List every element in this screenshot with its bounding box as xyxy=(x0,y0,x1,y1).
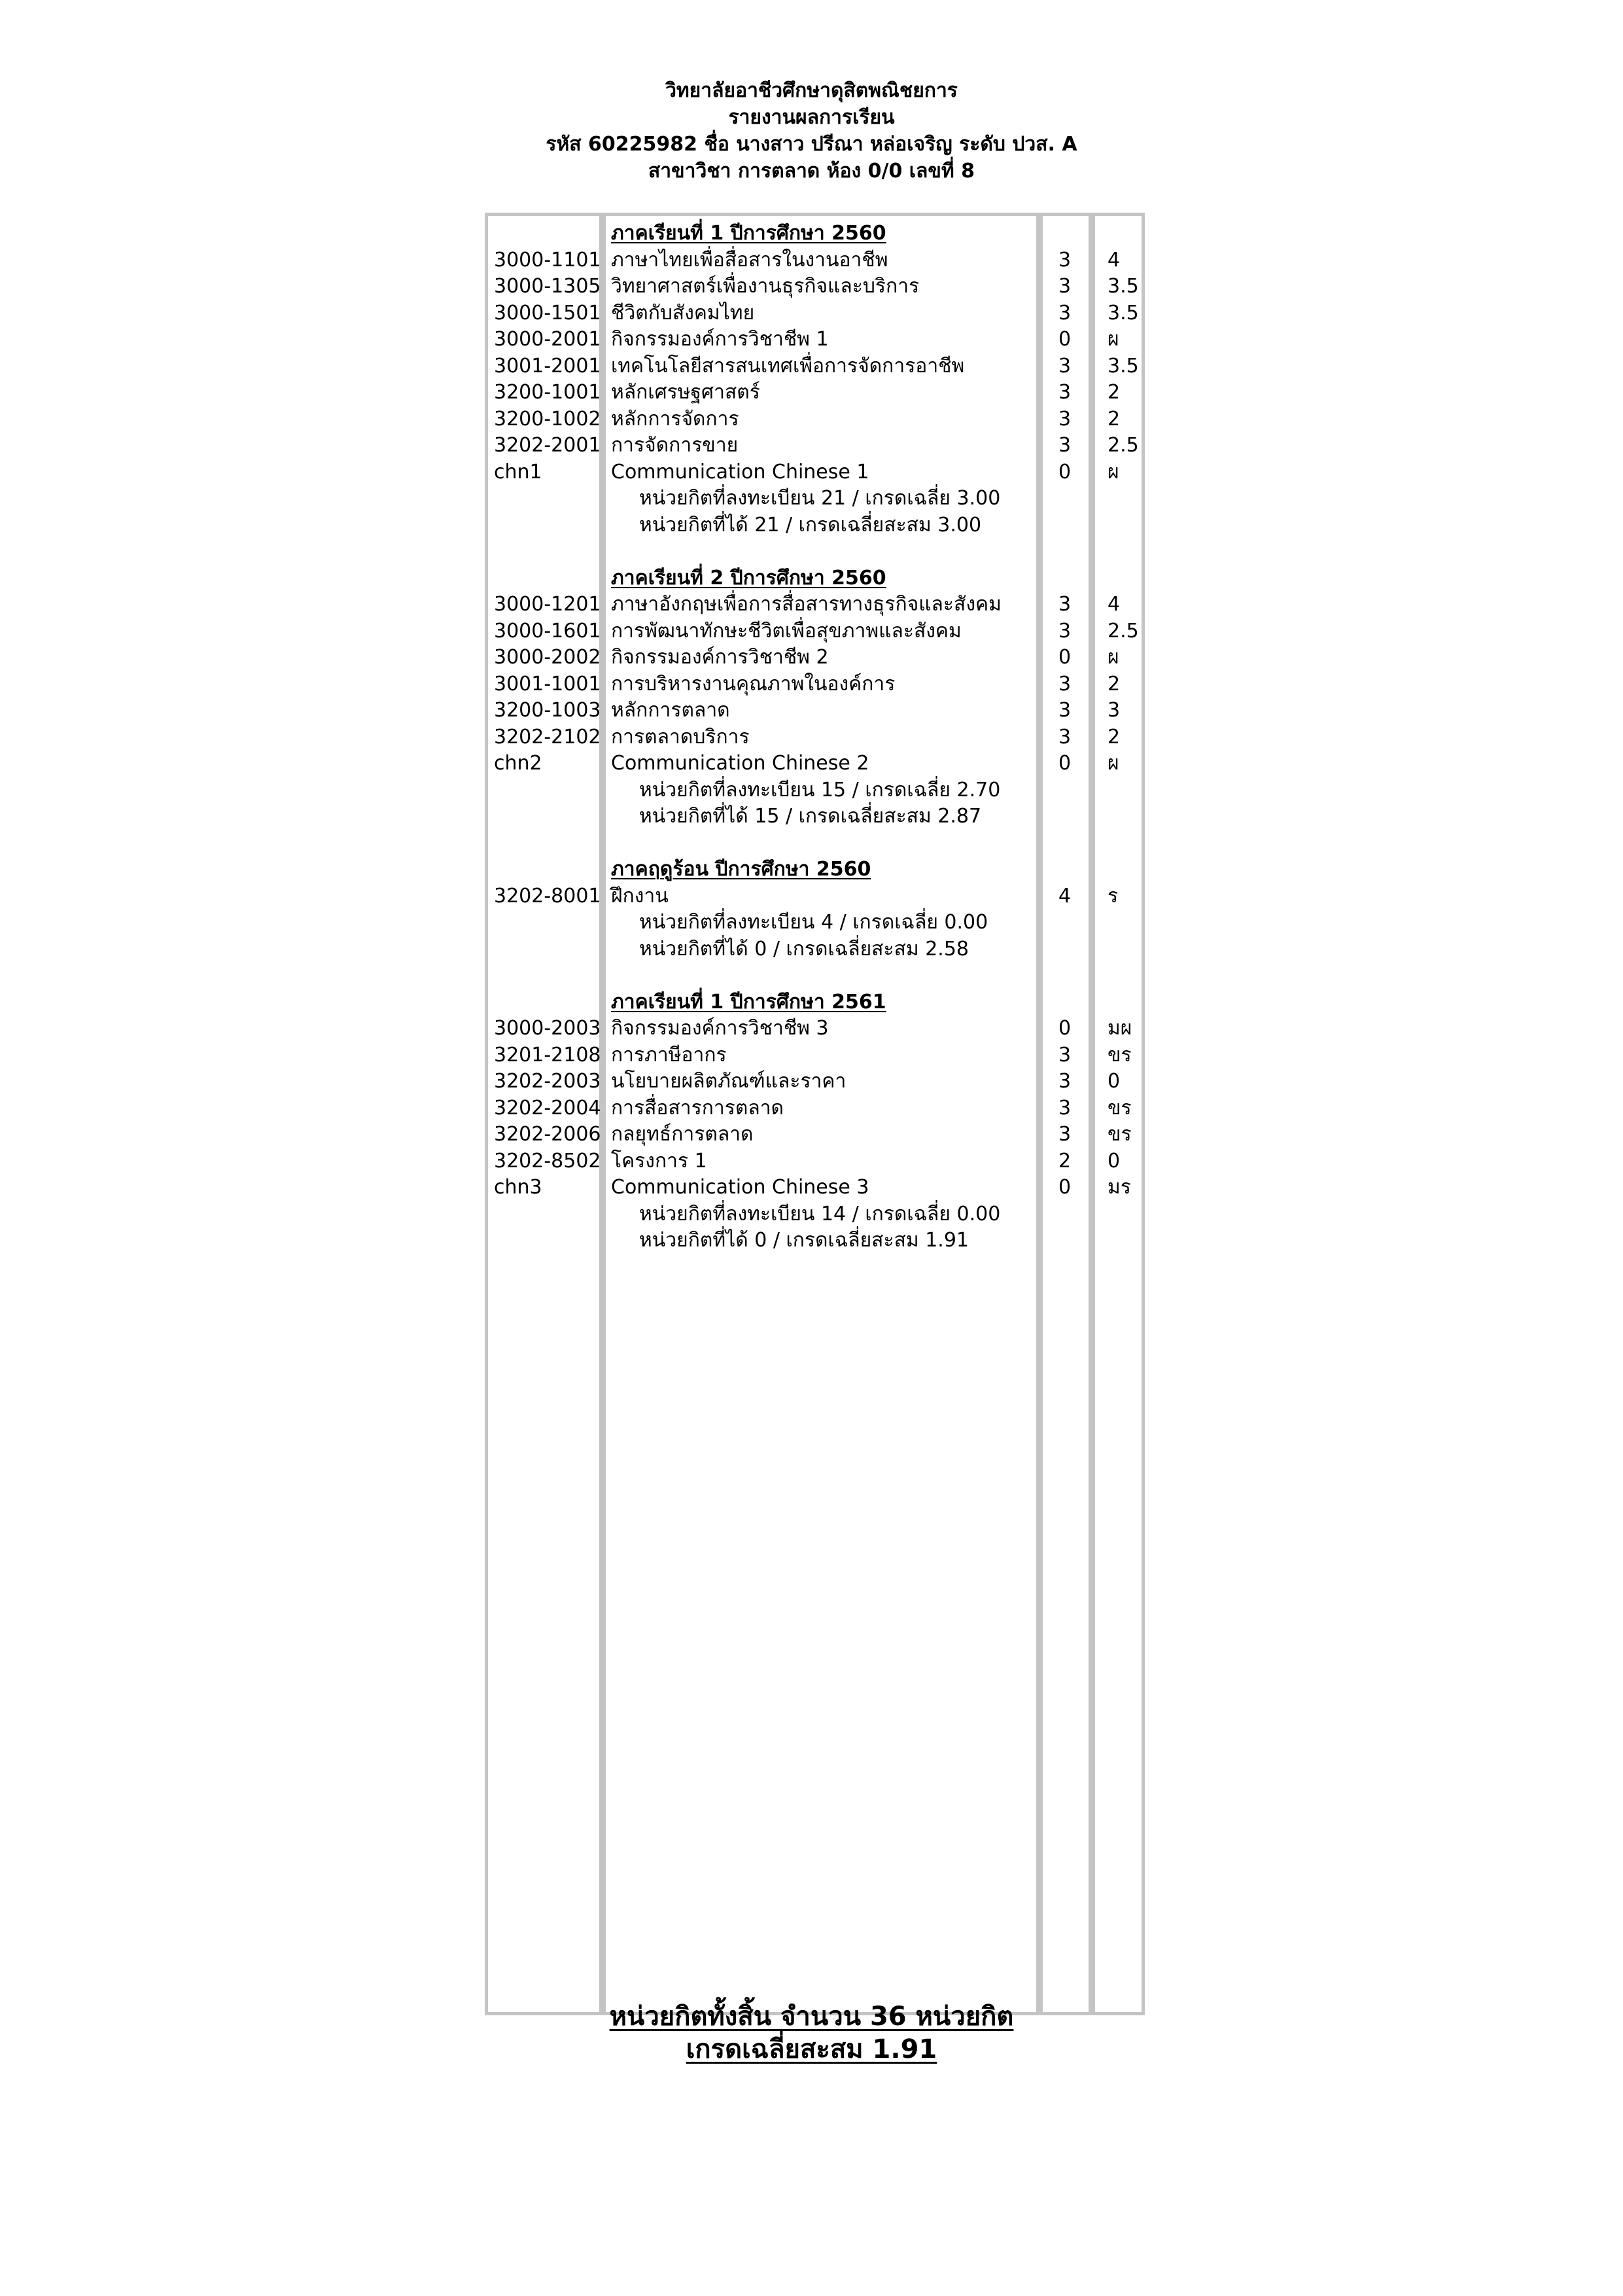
course-credit: 3 xyxy=(1058,1123,1072,1146)
term-title-row xyxy=(0,989,1623,1016)
course-row xyxy=(0,1095,1623,1122)
course-code: 3200-1003 xyxy=(494,699,601,722)
course-code: chn3 xyxy=(494,1176,542,1199)
registered-credits-summary: หน่วยกิตที่ลงทะเบียน 4 / เกรดเฉลี่ย 0.00 xyxy=(639,911,988,934)
course-grade: 2 xyxy=(1108,381,1121,404)
course-code: 3000-1201 xyxy=(494,593,601,616)
term-summary-row xyxy=(0,803,1623,830)
course-grade: 0 xyxy=(1108,1149,1121,1173)
course-code: 3001-1001 xyxy=(494,672,601,696)
course-credit: 0 xyxy=(1058,1176,1072,1199)
course-name: เทคโนโลยีสารสนเทศเพื่อการจัดการอาชีพ xyxy=(611,354,965,378)
course-code: 3202-2004 xyxy=(494,1096,601,1120)
term-summary-row xyxy=(0,1227,1623,1254)
course-grade: 2.5 xyxy=(1108,434,1139,457)
course-row xyxy=(0,247,1623,274)
course-name: ฝึกงาน xyxy=(611,884,669,908)
course-code: 3202-2001 xyxy=(494,434,601,457)
course-name: Communication Chinese 1 xyxy=(611,460,869,484)
course-row xyxy=(0,883,1623,910)
course-code: 3202-8001 xyxy=(494,884,601,908)
course-row xyxy=(0,459,1623,486)
course-name: ภาษาไทยเพื่อสื่อสารในงานอาชีพ xyxy=(611,248,888,272)
course-name: ชีวิตกับสังคมไทย xyxy=(611,301,755,325)
course-grade: 3.5 xyxy=(1108,275,1139,298)
course-code: 3000-1501 xyxy=(494,301,601,325)
course-row xyxy=(0,1121,1623,1148)
course-grade: ขร xyxy=(1108,1123,1132,1146)
term-title: ภาคเรียนที่ 1 ปีการศึกษา 2560 xyxy=(611,222,886,245)
course-grade: ผ xyxy=(1108,646,1119,669)
course-code: 3001-2001 xyxy=(494,354,601,378)
course-credit: 3 xyxy=(1058,381,1072,404)
course-credit: 3 xyxy=(1058,248,1072,272)
course-credit: 3 xyxy=(1058,434,1072,457)
earned-credits-summary: หน่วยกิตที่ได้ 0 / เกรดเฉลี่ยสะสม 1.91 xyxy=(639,1229,969,1252)
course-credit: 3 xyxy=(1058,1043,1072,1067)
course-grade: 3.5 xyxy=(1108,354,1139,378)
course-row xyxy=(0,1148,1623,1174)
course-row xyxy=(0,591,1623,618)
course-name: วิทยาศาสตร์เพื่องานธุรกิจและบริการ xyxy=(611,275,920,298)
course-credit: 3 xyxy=(1058,301,1072,325)
course-credit: 0 xyxy=(1058,460,1072,484)
course-grade: 2 xyxy=(1108,672,1121,696)
course-name: การจัดการขาย xyxy=(611,434,739,457)
course-credit: 3 xyxy=(1058,1070,1072,1093)
course-code: 3000-1305 xyxy=(494,275,601,298)
course-row xyxy=(0,671,1623,698)
course-name: หลักการตลาด xyxy=(611,699,730,722)
course-code: 3000-1101 xyxy=(494,248,601,272)
course-name: การพัฒนาทักษะชีวิตเพื่อสุขภาพและสังคม xyxy=(611,619,962,643)
term-title-row xyxy=(0,220,1623,247)
course-row xyxy=(0,326,1623,353)
course-grade: 3 xyxy=(1108,699,1121,722)
course-credit: 3 xyxy=(1058,672,1072,696)
course-credit: 3 xyxy=(1058,275,1072,298)
course-row xyxy=(0,300,1623,327)
course-code: 3201-2108 xyxy=(494,1043,601,1067)
course-row xyxy=(0,1174,1623,1201)
course-row xyxy=(0,273,1623,300)
course-credit: 3 xyxy=(1058,593,1072,616)
course-code: 3202-2006 xyxy=(494,1123,601,1146)
term-title: ภาคฤดูร้อน ปีการศึกษา 2560 xyxy=(611,858,871,881)
course-credit: 2 xyxy=(1058,1149,1072,1173)
course-code: 3000-1601 xyxy=(494,619,601,643)
course-credit: 0 xyxy=(1058,328,1072,351)
course-grade: ขร xyxy=(1108,1096,1132,1120)
cumulative-gpa: เกรดเฉลี่ยสะสม 1.91 xyxy=(686,2034,937,2064)
course-credit: 3 xyxy=(1058,699,1072,722)
program-info: สาขาวิชา การตลาด ห้อง 0/0 เลขที่ 8 xyxy=(648,160,975,183)
course-name: กิจกรรมองค์การวิชาชีพ 2 xyxy=(611,646,829,669)
course-grade: ผ xyxy=(1108,752,1119,775)
course-name: หลักเศรษฐศาสตร์ xyxy=(611,381,760,404)
registered-credits-summary: หน่วยกิตที่ลงทะเบียน 21 / เกรดเฉลี่ย 3.00 xyxy=(639,487,1001,510)
course-row xyxy=(0,724,1623,751)
course-grade: ขร xyxy=(1108,1043,1132,1067)
course-name: ภาษาอังกฤษเพื่อการสื่อสารทางธุรกิจและสังคม xyxy=(611,593,1002,616)
course-row xyxy=(0,618,1623,645)
course-row xyxy=(0,697,1623,724)
term-summary-row xyxy=(0,485,1623,512)
student-info: รหัส 60225982 ชื่อ นางสาว ปรีณา หล่อเจริญ ระดับ ปวส. A xyxy=(546,133,1077,156)
course-code: 3000-2002 xyxy=(494,646,601,669)
college-name: วิทยาลัยอาชีวศึกษาดุสิตพณิชยการ xyxy=(665,79,958,102)
course-name: Communication Chinese 3 xyxy=(611,1176,869,1199)
course-row xyxy=(0,750,1623,777)
course-row xyxy=(0,432,1623,459)
term-summary-row xyxy=(0,936,1623,963)
course-code: 3202-8502 xyxy=(494,1149,601,1173)
course-code: 3202-2003 xyxy=(494,1070,601,1093)
course-credit: 3 xyxy=(1058,619,1072,643)
course-name: โครงการ 1 xyxy=(611,1149,707,1173)
course-credit: 0 xyxy=(1058,752,1072,775)
course-name: การบริหารงานคุณภาพในองค์การ xyxy=(611,672,896,696)
course-code: 3200-1001 xyxy=(494,381,601,404)
registered-credits-summary: หน่วยกิตที่ลงทะเบียน 14 / เกรดเฉลี่ย 0.00 xyxy=(639,1202,1001,1226)
registered-credits-summary: หน่วยกิตที่ลงทะเบียน 15 / เกรดเฉลี่ย 2.70 xyxy=(639,778,1001,802)
term-title-row xyxy=(0,856,1623,883)
course-grade: 0 xyxy=(1108,1070,1121,1093)
course-grade: 3.5 xyxy=(1108,301,1139,325)
course-row xyxy=(0,379,1623,406)
course-credit: 3 xyxy=(1058,407,1072,431)
course-name: กิจกรรมองค์การวิชาชีพ 1 xyxy=(611,328,829,351)
course-credit: 4 xyxy=(1058,884,1072,908)
term-summary-row xyxy=(0,512,1623,539)
course-row xyxy=(0,1042,1623,1069)
course-grade: มร xyxy=(1108,1176,1131,1199)
total-credits: หน่วยกิตทั้งสิ้น จำนวน 36 หน่วยกิต xyxy=(609,2002,1014,2032)
course-grade: 2.5 xyxy=(1108,619,1139,643)
course-grade: ผ xyxy=(1108,460,1119,484)
course-name: การภาษีอากร xyxy=(611,1043,727,1067)
course-name: กิจกรรมองค์การวิชาชีพ 3 xyxy=(611,1017,829,1040)
term-summary-row xyxy=(0,909,1623,936)
course-code: 3200-1002 xyxy=(494,407,601,431)
course-row xyxy=(0,1015,1623,1042)
course-grade: ร xyxy=(1108,884,1119,908)
course-credit: 3 xyxy=(1058,354,1072,378)
course-row xyxy=(0,406,1623,433)
course-name: หลักการจัดการ xyxy=(611,407,739,431)
term-summary-row xyxy=(0,1201,1623,1227)
term-title: ภาคเรียนที่ 1 ปีการศึกษา 2561 xyxy=(611,990,886,1014)
course-name: กลยุทธ์การตลาด xyxy=(611,1123,754,1146)
course-row xyxy=(0,1068,1623,1095)
term-title-row xyxy=(0,565,1623,592)
course-credit: 3 xyxy=(1058,725,1072,749)
earned-credits-summary: หน่วยกิตที่ได้ 15 / เกรดเฉลี่ยสะสม 2.87 xyxy=(639,805,982,828)
course-code: 3202-2102 xyxy=(494,725,601,749)
report-title: รายงานผลการเรียน xyxy=(728,106,895,129)
earned-credits-summary: หน่วยกิตที่ได้ 21 / เกรดเฉลี่ยสะสม 3.00 xyxy=(639,513,982,537)
course-name: Communication Chinese 2 xyxy=(611,752,869,775)
course-grade: 2 xyxy=(1108,725,1121,749)
course-grade: มผ xyxy=(1108,1017,1132,1040)
term-title: ภาคเรียนที่ 2 ปีการศึกษา 2560 xyxy=(611,566,886,590)
course-row xyxy=(0,353,1623,380)
course-code: 3000-2003 xyxy=(494,1017,601,1040)
term-summary-row xyxy=(0,777,1623,804)
course-name: การสื่อสารการตลาด xyxy=(611,1096,784,1120)
course-grade: ผ xyxy=(1108,328,1119,351)
course-code: chn1 xyxy=(494,460,542,484)
course-name: การตลาดบริการ xyxy=(611,725,750,749)
course-row xyxy=(0,644,1623,671)
course-grade: 2 xyxy=(1108,407,1121,431)
course-credit: 3 xyxy=(1058,1096,1072,1120)
course-credit: 0 xyxy=(1058,1017,1072,1040)
course-grade: 4 xyxy=(1108,248,1121,272)
course-code: 3000-2001 xyxy=(494,328,601,351)
course-code: chn2 xyxy=(494,752,542,775)
course-grade: 4 xyxy=(1108,593,1121,616)
earned-credits-summary: หน่วยกิตที่ได้ 0 / เกรดเฉลี่ยสะสม 2.58 xyxy=(639,937,969,961)
course-name: นโยบายผลิตภัณฑ์และราคา xyxy=(611,1070,846,1093)
course-credit: 0 xyxy=(1058,646,1072,669)
